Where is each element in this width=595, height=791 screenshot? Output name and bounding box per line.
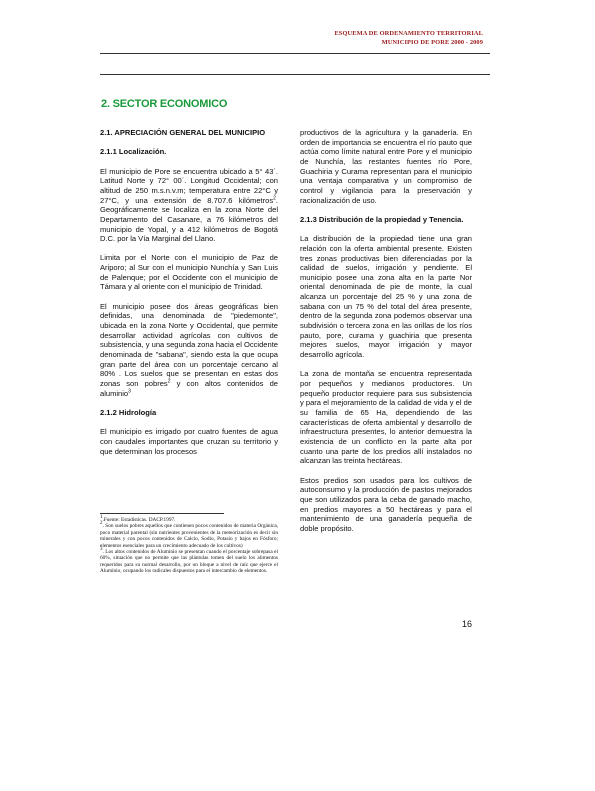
paragraph-zona-montana: La zona de montaña se encuentra representada por pequeños y medianos productores. Un pequeño productor requiere para sus subsistencia y para el mejoramiento de la calidad de vida y el de su familia de 65 Ha, dependiendo de las características de oferta ambiental y desarrollo de infraestructura presentes, lo anterior demuestra la existencia de un conflicto en la parte alta por cuanto una parte de los predios allí instalados no alcanzan las treinta hectáreas. (300, 369, 473, 466)
heading-2-1: 2.1. APRECIACIÓN GENERAL DEL MUNICIPIO (100, 128, 266, 137)
paragraph-areas-geograficas: El municipio posee dos áreas geográficas bien definidas, una denominada de "piedemonte", ubicada en la zona Norte y Occidental, que permite desarrollar actividad agrícolas con cultivos de subsistencia, y una segunda zona hacia el Occidente denominada de "sabana", siendo esta la que ocupa gran parte del área con un porcentaje cercano al 80% . Los suelos que se presentan en estas dos zonas son pobres$^2$ y con altos contenidos de aluminio$^3$ (100, 301, 279, 398)
paragraph-distribucion: La distribución de la propiedad tiene una gran relación con la oferta ambiental presente. Existen tres zonas productivas bien diferenciadas por la calidad de suelos, irrigación y pendiente. El municipio posee una zona alta en la parte Nor oriental denominada de pie de monte, la cual alcanza un porcentaje del 25 % y una zona de sabana con un 75 % del total del área presente, dentro de la segunda zona podemos observar una subdivisión o tercera zona en las orillas de los ríos pauto, pore, curama y guachiria que presenta mejores suelos, mayor irrigación y mayor desarrollo agrícola. (300, 234, 472, 360)
footnote-1: $^1$.Fuente: Estadísticas. DACP.1997. (100, 515, 176, 523)
paragraph-predios: Estos predios son usados para los cultivos de autoconsumo y la producción de pastos mejorados que son utilizados para la ceba de ganado macho, en predios mayores a 50 hectáreas y para el mantenimiento de una ganadería pequeña de doble propósito. (300, 475, 472, 533)
heading-2-1-2: 2.1.2 Hidrología (100, 407, 157, 417)
paragraph-localizacion: El municipio de Pore se encuentra ubicado a 5° 43´. Latitud Norte y 72° 00´. Longitud Occidental; con altitud de 250 m.s.n.v.m; temperatura entre 22°C y 27°C, y una extensión de 8.707.6 kilómetros$^2$. Geográficamente se localiza en la zona Norte del Departamento del Casanare, a 76 kilómetros del municipio de Yopal, y a 412 kilómetros de Bogotá D.C. por la Vía Marginal del Llano. (100, 166, 278, 244)
footnotes (100, 517, 278, 575)
footnote-separator (100, 513, 224, 514)
right-column (300, 128, 472, 534)
footnote-3: $^3$. Los altos contenidos de Aluminio se presentan cuando el porcentaje sobrepasa el 60%, situación que no permite que las plántulas tomen del suelo los alimentos requeridos para su normal desarrollo, por un bloque a nivel de raíz que ejerce el Aluminio, ocupando los radicales dispuestos para el intercambio de elementos. (100, 547, 278, 575)
footnote-2: $^2$. Son suelos pobres aquellos que contienen pocos contenidos de materia Orgánica, poco material parental (sin nutrientes provenientes de la meteorización es decir sin minerales y con pocos contenidos de Calcio, Sodio, Potasio y bajos en Fósforo; elementos esenciales para un crecimiento adecuado de los cultivos) (100, 521, 278, 549)
document-header (334, 29, 483, 47)
paragraph-hidrologia: El municipio es irrigado por cuatro fuentes de agua con caudales importantes que cruzan su territorio y que determinan los procesos (100, 427, 278, 456)
left-column (100, 128, 278, 456)
section-title: 2. SECTOR ECONOMICO (101, 98, 228, 110)
header-rule-top (100, 53, 490, 54)
page-number: 16 (462, 619, 473, 629)
header-line-2: MUNICIPIO DE PORE 2000 - 2009 (381, 39, 483, 46)
header-line-1: ESQUEMA DE ORDENAMIENTO TERRITORIAL (334, 30, 483, 37)
paragraph-hidrologia-cont: productivos de la agricultura y la ganadería. En orden de importancia se encuentra el río pauto que actúa como límite natural entre Pore y el municipio de Nunchía, las restantes fuentes río Pore, Guachiria y Curama representan para el municipio una ventaja comparativa y un compromiso de control y vigilancia para la preservación y racionalización de uso. (300, 128, 472, 205)
paragraph-limites: Limita por el Norte con el municipio de Paz de Ariporo; al Sur con el municipio Nunchía y San Luis de Palenque; por el Occidente con el municipio de Támara y al oriente con el municipio de Trinidad. (100, 253, 278, 292)
heading-2-1-1: 2.1.1 Localización. (100, 147, 167, 157)
heading-2-1-3: 2.1.3 Distribución de la propiedad y Tenencia. (300, 214, 464, 224)
header-rule-bottom (100, 74, 490, 75)
